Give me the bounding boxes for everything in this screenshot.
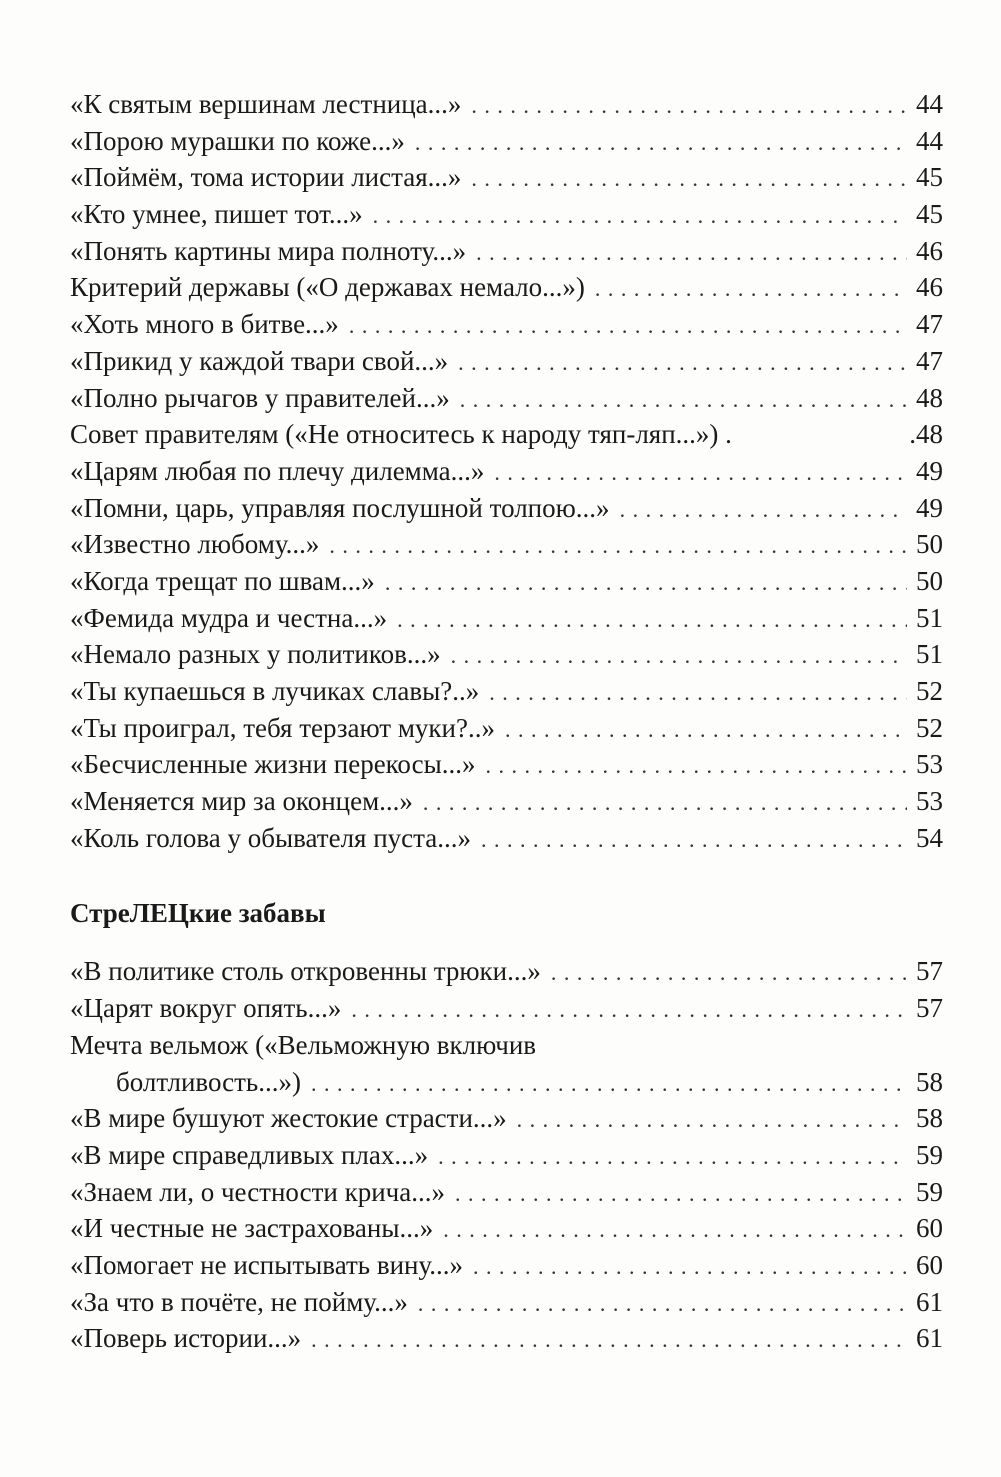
dot-leader xyxy=(418,1286,907,1323)
page-number: 61 xyxy=(916,1286,943,1317)
page-number: 46 xyxy=(916,235,943,266)
entry-title: «Порою мурашки по коже...» xyxy=(70,125,405,156)
entry-title: «Помни, царь, управляя послушной толпою...» xyxy=(70,492,610,523)
toc-entry xyxy=(70,380,943,417)
entry-title: «Коль голова у обывателя пуста...» xyxy=(70,822,472,853)
toc-entry xyxy=(70,953,943,990)
page-number: 61 xyxy=(916,1323,943,1354)
page-number: 45 xyxy=(916,199,943,230)
toc-entry xyxy=(70,783,943,820)
entry-title: «В политике столь откровенны трюки...» xyxy=(70,956,541,987)
toc-entry xyxy=(70,1320,943,1357)
entry-title: «Царят вокруг опять...» xyxy=(70,993,342,1024)
toc-entry xyxy=(70,1210,943,1247)
dot-leader xyxy=(349,308,907,345)
toc-section-1 xyxy=(70,86,943,856)
entry-title: «В мире справедливых плах...» xyxy=(70,1139,429,1170)
page-number: 53 xyxy=(916,749,943,780)
page-number: 60 xyxy=(916,1249,943,1280)
entry-title: «К святым вершинам лестница...» xyxy=(70,89,462,119)
entry-title: «Помогает не испытывать вину...» xyxy=(70,1249,464,1280)
dot-leader xyxy=(489,675,907,712)
page-number: 60 xyxy=(916,1213,943,1244)
entry-title: Мечта вельмож («Вельможную включив xyxy=(70,1029,537,1060)
entry-title: «Ты купаешься в лучиках славы?..» xyxy=(70,676,480,706)
entry-title: Критерий державы («О державах немало...») xyxy=(70,272,585,303)
toc-entry xyxy=(70,123,943,160)
page-number: 50 xyxy=(916,529,943,560)
toc-entry xyxy=(70,990,943,1027)
toc-entry xyxy=(70,710,943,747)
toc-entry xyxy=(70,233,943,270)
dot-leader xyxy=(551,955,907,992)
entry-title: «Царям любая по плечу дилемма...» xyxy=(70,455,485,486)
page-number: 52 xyxy=(916,676,943,706)
dot-leader xyxy=(485,748,907,785)
toc-entry xyxy=(70,600,943,637)
toc-entry xyxy=(70,306,943,343)
entry-title: «И честные не застрахованы...» xyxy=(70,1213,434,1244)
toc-entry xyxy=(70,820,943,857)
dot-leader xyxy=(455,1176,907,1213)
page-number: 51 xyxy=(916,639,943,670)
page-number: 47 xyxy=(916,345,943,376)
dot-leader xyxy=(311,1322,907,1359)
toc-entry xyxy=(70,490,943,527)
toc-entry xyxy=(70,1100,943,1137)
page-number: 59 xyxy=(916,1176,943,1207)
page-number: 46 xyxy=(916,272,943,303)
toc-entry xyxy=(70,1027,943,1100)
page-number: 47 xyxy=(916,309,943,340)
dot-leader xyxy=(458,345,907,382)
entry-title: «Кто умнее, пишет тот...» xyxy=(70,199,363,230)
dot-leader xyxy=(373,198,907,235)
entry-title: «Хоть много в битве...» xyxy=(70,309,339,340)
dot-leader xyxy=(385,565,907,602)
entry-title: «Понять картины мира полноту...» xyxy=(70,235,467,266)
page-number: 51 xyxy=(916,602,943,633)
entry-title: «Немало разных у политиков...» xyxy=(70,639,441,670)
toc-entry xyxy=(70,1247,943,1284)
dot-leader xyxy=(471,161,907,198)
dot-leader xyxy=(595,271,907,308)
toc-entry xyxy=(70,563,943,600)
page-number: 57 xyxy=(916,956,943,987)
dot-leader xyxy=(351,992,907,1029)
dot-leader xyxy=(494,455,907,492)
page-number: 44 xyxy=(916,89,943,119)
toc-entry xyxy=(70,1137,943,1174)
entry-title: «Известно любому...» xyxy=(70,529,320,560)
entry-title: «Фемида мудра и честна...» xyxy=(70,602,388,633)
entry-title: «Поверь истории...» xyxy=(70,1323,302,1354)
dot-leader xyxy=(473,1249,907,1286)
toc-entry xyxy=(70,636,943,673)
entry-title: «За что в почёте, не пойму...» xyxy=(70,1286,408,1317)
entry-title: «Поймём, тома истории листая...» xyxy=(70,162,462,193)
toc-entry xyxy=(70,343,943,380)
entry-title: «Знаем ли, о честности крича...» xyxy=(70,1176,445,1207)
toc-entry xyxy=(70,196,943,233)
dot-leader xyxy=(423,785,907,822)
page-number: 49 xyxy=(916,455,943,486)
toc-entry xyxy=(70,416,943,453)
entry-title: Совет правителям («Не относитесь к народу тяп-ляп...») . xyxy=(70,419,732,450)
dot-leader xyxy=(415,125,907,162)
page-number: 44 xyxy=(916,125,943,156)
dot-leader xyxy=(476,235,907,272)
entry-title-continued: болтливость...») xyxy=(116,1066,301,1097)
entry-title: «Когда трещат по швам...» xyxy=(70,565,375,596)
toc-section-2 xyxy=(70,953,943,1357)
dot-leader xyxy=(451,638,907,675)
dot-leader xyxy=(505,712,907,749)
page-number: 49 xyxy=(916,492,943,523)
dot-leader xyxy=(397,602,907,639)
page-number: 58 xyxy=(916,1066,943,1097)
toc-entry xyxy=(70,526,943,563)
toc-entry xyxy=(70,86,943,123)
page-number: 57 xyxy=(916,993,943,1024)
toc-entry xyxy=(70,453,943,490)
toc-entry xyxy=(70,1174,943,1211)
toc-entry xyxy=(70,269,943,306)
entry-title: «В мире бушуют жестокие страсти...» xyxy=(70,1103,507,1134)
dot-leader xyxy=(438,1139,907,1176)
page-number: 48 xyxy=(916,382,943,413)
entry-title: «Полно рычагов у правителей...» xyxy=(70,382,450,413)
entry-title: «Бесчисленные жизни перекосы...» xyxy=(70,749,476,780)
page-number: 52 xyxy=(916,712,943,743)
page-number: 50 xyxy=(916,565,943,596)
dot-leader xyxy=(517,1102,907,1139)
dot-leader xyxy=(329,528,907,565)
dot-leader xyxy=(620,492,907,529)
page-number: 53 xyxy=(916,786,943,817)
toc-entry xyxy=(70,673,943,710)
entry-title: «Меняется мир за оконцем...» xyxy=(70,786,413,817)
page-number: 45 xyxy=(916,162,943,193)
dot-leader xyxy=(311,1066,907,1103)
toc-entry xyxy=(70,746,943,783)
page-number: 59 xyxy=(916,1139,943,1170)
dot-leader xyxy=(481,822,907,859)
toc-entry xyxy=(70,159,943,196)
toc-entry xyxy=(70,1284,943,1321)
entry-title: «Прикид у каждой твари свой...» xyxy=(70,345,449,376)
page-number: 54 xyxy=(916,822,943,853)
section-heading: СтреЛЕЦкие забавы xyxy=(70,898,326,929)
entry-title: «Ты проиграл, тебя терзают муки?..» xyxy=(70,712,495,743)
page-number: .48 xyxy=(909,419,943,450)
page-number: 58 xyxy=(916,1103,943,1134)
dot-leader xyxy=(460,382,907,419)
dot-leader xyxy=(471,88,907,125)
dot-leader xyxy=(443,1212,907,1249)
